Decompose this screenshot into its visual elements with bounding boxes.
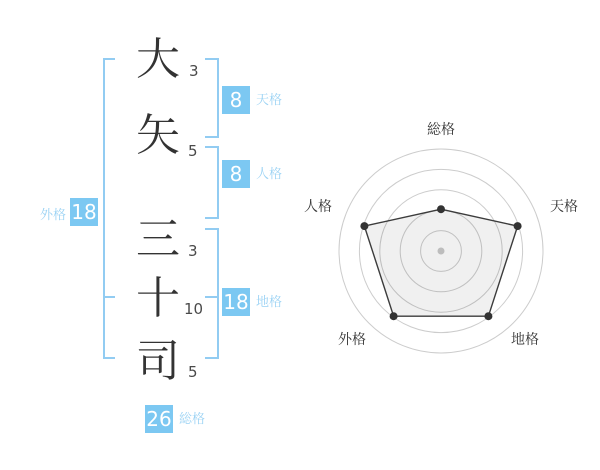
gaikaku-value-badge: 18: [71, 200, 97, 224]
radar-vertex-dot: [514, 222, 522, 230]
stroke-count-3: 3: [188, 242, 198, 260]
radar-axis-label-tenkaku: 天格: [550, 199, 578, 215]
name-char-3: 三: [136, 214, 180, 265]
tenkaku-value-badge: 8: [222, 86, 250, 114]
chikaku-label: 地格: [256, 295, 283, 310]
radar-axis-label-soukaku: 総格: [427, 122, 455, 138]
jinkaku-bracket-line: [217, 146, 219, 219]
radar-vertex-dot: [437, 205, 445, 213]
tenkaku-label: 天格: [256, 93, 283, 108]
jinkaku-bracket-tick-bottom: [205, 217, 217, 219]
gaikaku-bracket-line: [103, 58, 105, 359]
soukaku-label: 総格: [179, 412, 206, 427]
chikaku-bracket-tick-bottom: [205, 357, 217, 359]
gaikaku-bracket-tick-top: [103, 58, 115, 60]
radar-chart-svg: [301, 111, 581, 391]
radar-axis-label-jinkaku: 人格: [304, 199, 332, 215]
name-char-5: 司: [136, 336, 180, 387]
radar-axis-label-chikaku: 地格: [511, 332, 539, 348]
name-char-2: 矢: [136, 110, 180, 161]
jinkaku-label: 人格: [256, 167, 283, 182]
radar-vertex-dot: [360, 222, 368, 230]
radar-axis-label-gaikaku: 外格: [338, 332, 366, 348]
name-char-4: 十: [136, 273, 180, 324]
jinkaku-bracket-tick-top: [205, 146, 217, 148]
tenkaku-bracket-line: [217, 58, 219, 138]
name-char-1: 大: [136, 34, 180, 85]
stroke-count-2: 5: [188, 142, 198, 160]
radar-data-polygon: [364, 209, 517, 316]
chikaku-bracket-line: [217, 228, 219, 359]
stroke-count-1: 3: [189, 62, 199, 80]
stroke-count-5: 5: [188, 363, 198, 381]
radar-center-dot: [438, 248, 445, 255]
chikaku-bracket-tick-top: [205, 228, 217, 230]
jinkaku-value-badge: 8: [222, 160, 250, 188]
soukaku-value-badge: 26: [146, 407, 172, 431]
chikaku-bracket-tick-mid: [205, 296, 217, 298]
gaikaku-bracket-tick-bottom: [103, 357, 115, 359]
gaikaku-label: 外格: [40, 208, 67, 223]
stroke-count-4: 10: [184, 300, 204, 318]
radar-vertex-dot: [390, 312, 398, 320]
tenkaku-bracket-tick-top: [205, 58, 217, 60]
radar-vertex-dot: [484, 312, 492, 320]
gaikaku-bracket-tick-mid: [103, 296, 115, 298]
tenkaku-bracket-tick-bottom: [205, 136, 217, 138]
chikaku-value-badge: 18: [223, 290, 249, 314]
